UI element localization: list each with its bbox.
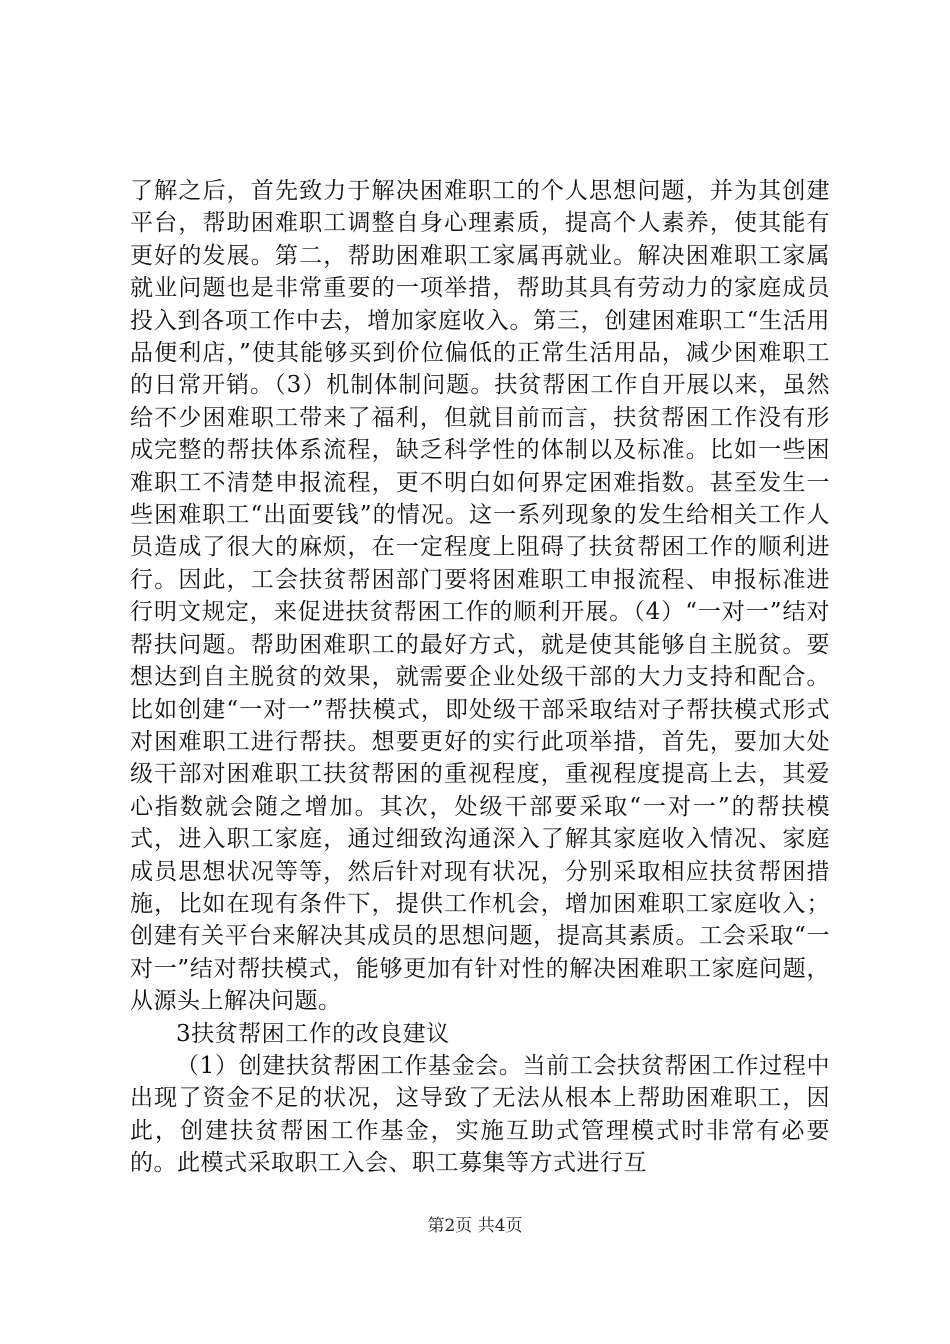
body-paragraph: （1）创建扶贫帮困工作基金会。当前工会扶贫帮困工作过程中出现了资金不足的状况，这导致了无法从根本上帮助困难职工，因此，创建扶贫帮困工作基金，实施互助式管理模式时非常有必要的。此模式采取职工入会、职工募集等方式进行互 <box>130 1052 830 1177</box>
body-paragraph: 了解之后，首先致力于解决困难职工的个人思想问题，并为其创建平台，帮助困难职工调整自身心理素质，提高个人素养，使其能有更好的发展。第二，帮助困难职工家属再就业。解决困难职工家属就业问题也是非常重要的一项举措，帮助其具有劳动力的家庭成员投入到各项工作中去，增加家庭收入。第三，创建困难职工“生活用品便利店，”使其能够买到价位偏低的正常生活用品，减少困难职工的日常开销。（3）机制体制问题。扶贫帮困工作自开展以来，虽然给不少困难职工带来了福利，但就目前而言，扶贫帮困工作没有形成完整的帮扶体系流程，缺乏科学性的体制以及标准。比如一些困难职工不清楚申报流程，更不明白如何界定困难指数。甚至发生一些困难职工“出面要钱”的情况。这一系列现象的发生给相关工作人员造成了很大的麻烦，在一定程度上阻碍了扶贫帮困工作的顺利进行。因此，工会扶贫帮困部门要将困难职工申报流程、申报标准进行明文规定，来促进扶贫帮困工作的顺利开展。（4）“一对一”结对帮扶问题。帮助困难职工的最好方式，就是使其能够自主脱贫。要想达到自主脱贫的效果，就需要企业处级干部的大力支持和配合。比如创建“一对一”帮扶模式，即处级干部采取结对子帮扶模式形式对困难职工进行帮扶。想要更好的实行此项举措，首先，要加大处级干部对困难职工扶贫帮困的重视程度，重视程度提高上去，其爱心指数就会随之增加。其次，处级干部要采取“一对一”的帮扶模式，进入职工家庭，通过细致沟通深入了解其家庭收入情况、家庭成员思想状况等等，然后针对现有状况，分别采取相应扶贫帮困措施，比如在现有条件下，提供工作机会，增加困难职工家庭收入；创建有关平台来解决其成员的思想问题，提高其素质。工会采取“一对一”结对帮扶模式，能够更加有针对性的解决困难职工家庭问题，从源头上解决问题。 <box>130 178 830 1015</box>
document-body <box>130 175 830 1180</box>
section-heading: 3扶贫帮困工作的改良建议 <box>176 1020 450 1047</box>
page-footer <box>0 1215 950 1237</box>
page-number-label: 第2页 共4页 <box>427 1216 523 1236</box>
